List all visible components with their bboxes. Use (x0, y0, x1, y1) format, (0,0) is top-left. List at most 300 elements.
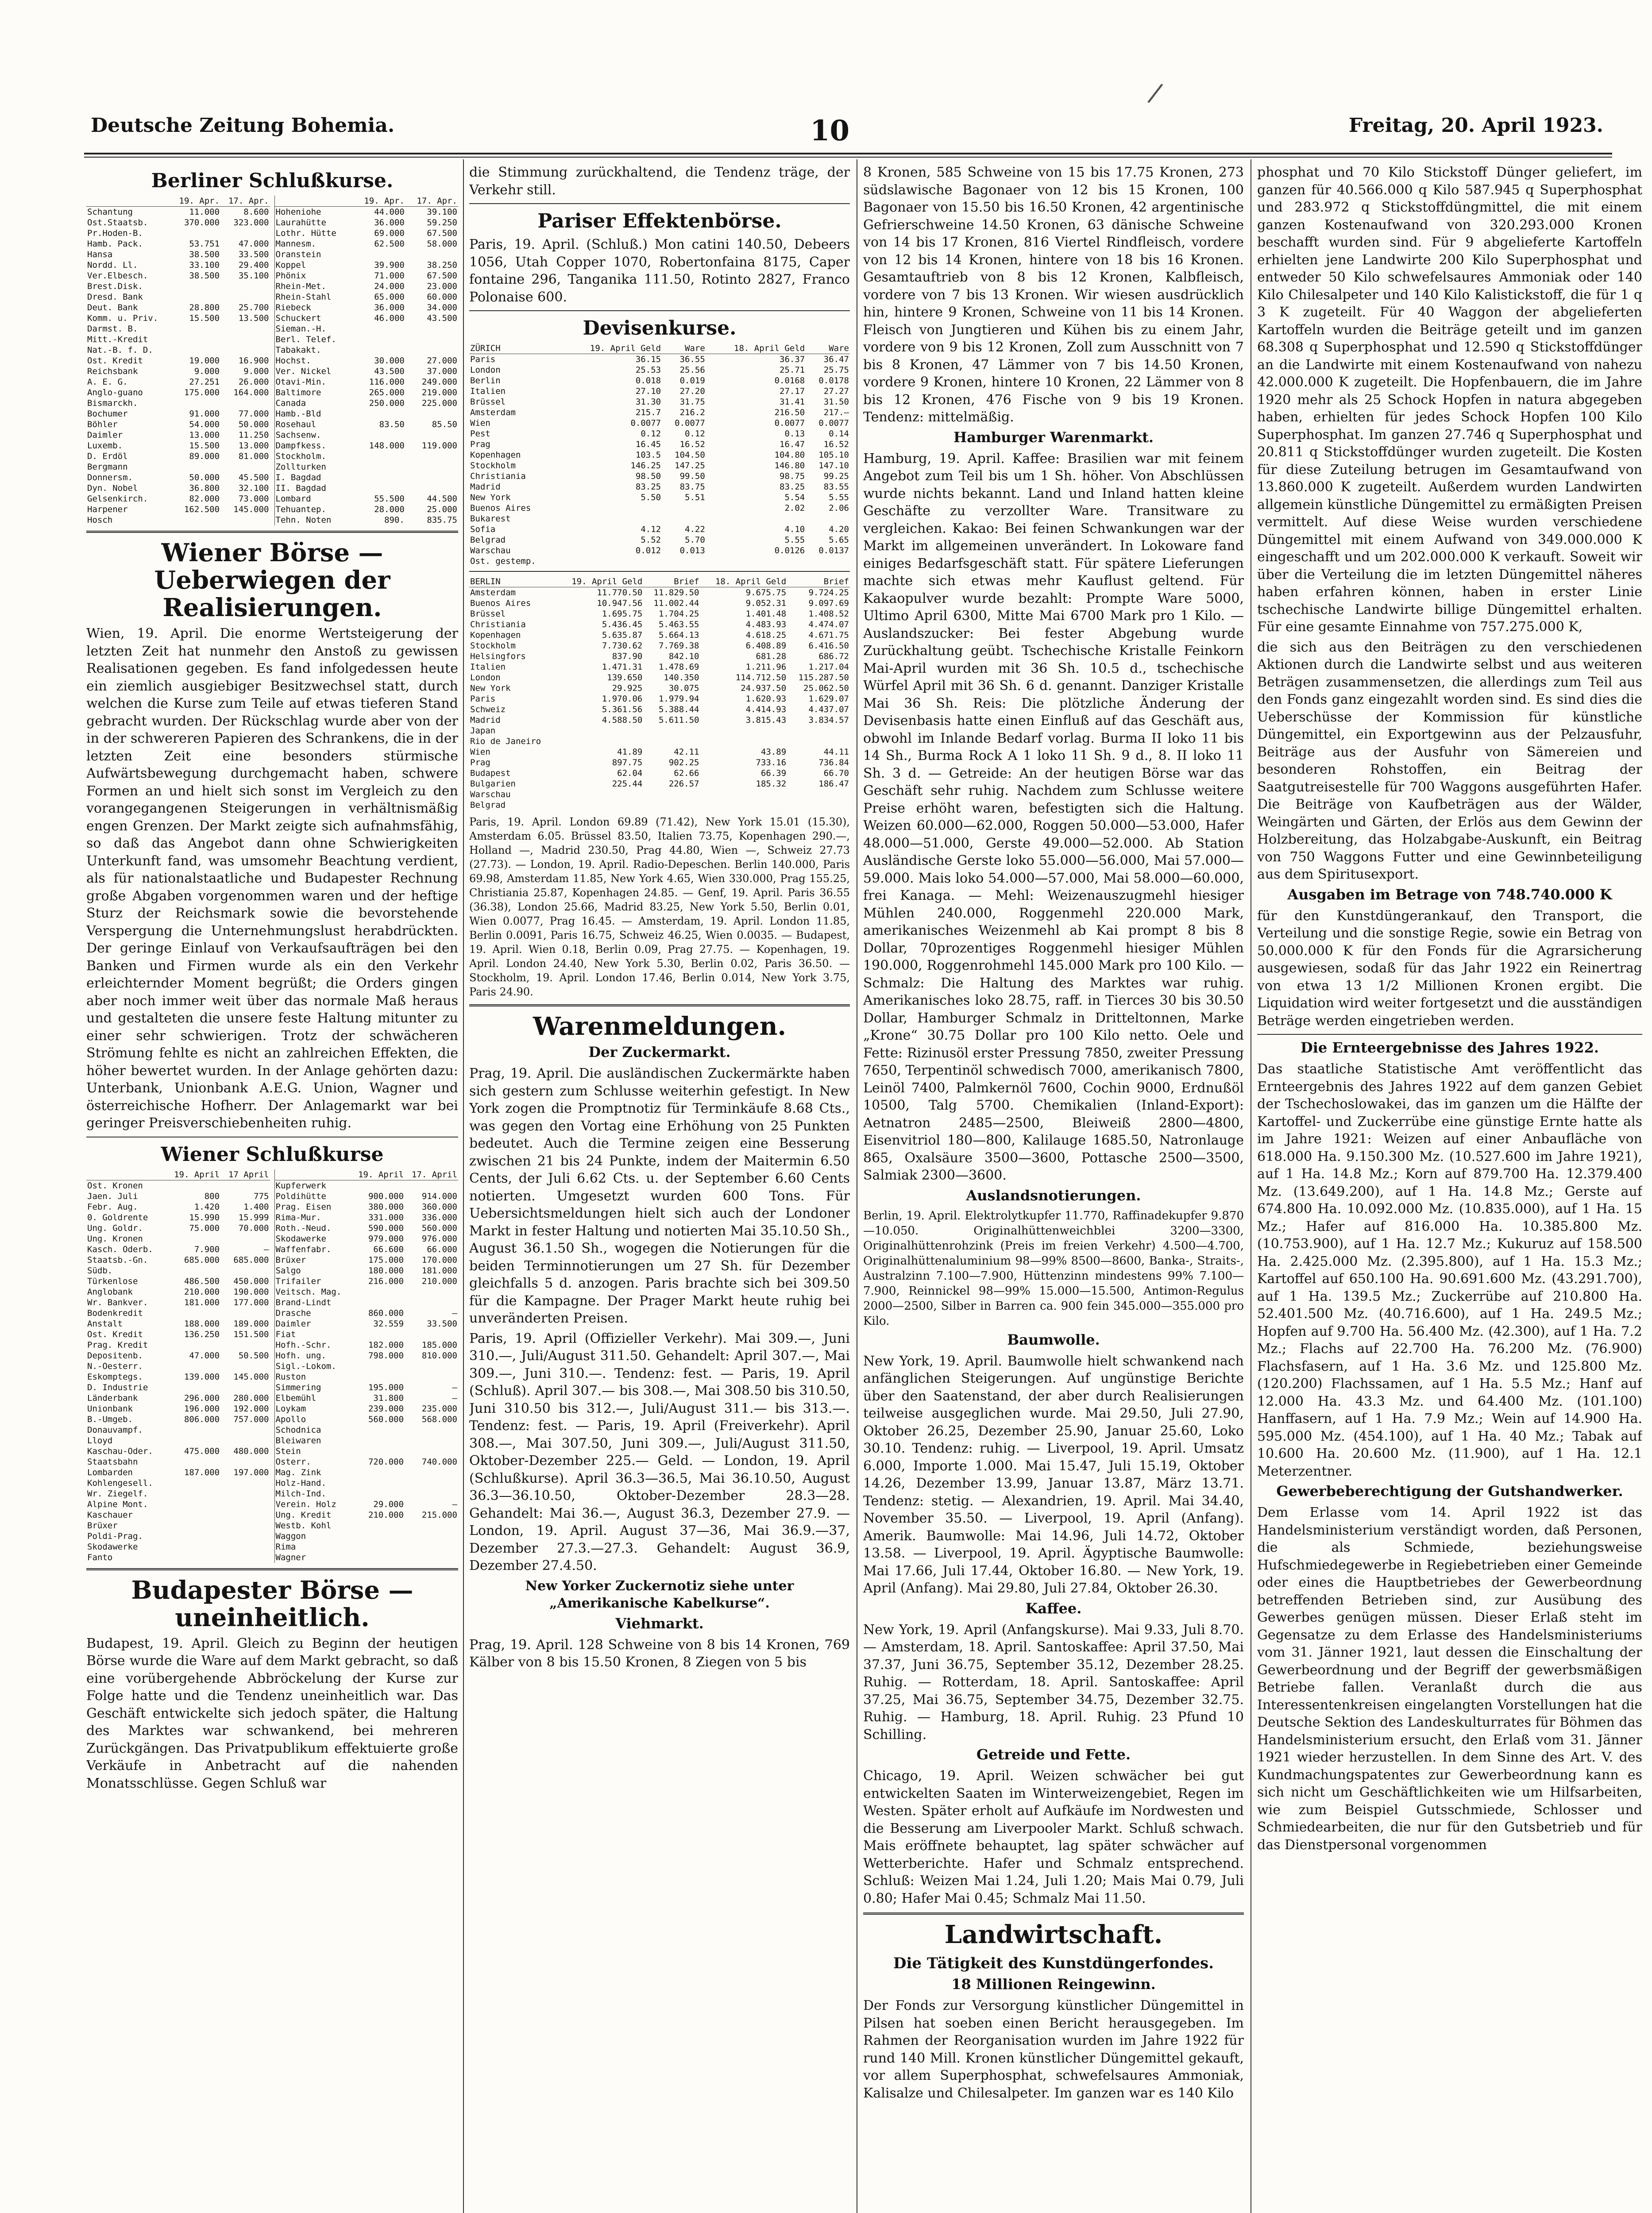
quote-value: 60.000 (427, 292, 457, 302)
quote-value (171, 345, 220, 355)
quote-row (275, 270, 459, 281)
quote-value: 33.500 (427, 1319, 457, 1329)
quote-value: 1.400 (243, 1202, 269, 1212)
quote-value: 1.704.25 (658, 609, 699, 619)
quote-value (405, 1297, 458, 1308)
quote-value (353, 249, 405, 260)
quote-value (405, 345, 458, 355)
table-header: ZÜRICH (469, 343, 562, 354)
quote-value (165, 1510, 220, 1520)
quote-name: Donauvampf. (87, 1425, 143, 1435)
section-title-waren: Warenmeldungen. (533, 1012, 786, 1041)
quote-name: Lombard (275, 494, 311, 504)
section-title-budapest: Budapester Börse — uneinheitlich. (131, 1575, 413, 1632)
quote-name: A. E. G. (87, 377, 128, 387)
quote-value: 25.700 (238, 303, 269, 312)
quote-value (405, 1467, 458, 1478)
quote-value: 24.000 (374, 281, 405, 291)
continued-text: die Stimmung zurückhaltend, die Tendenz träge, der Verkehr still. (469, 165, 850, 198)
quote-value (165, 1435, 220, 1446)
quote-value: 82.000 (189, 494, 220, 504)
quote-name: N.-Oesterr. (87, 1361, 143, 1371)
quote-value: 215.000 (421, 1510, 457, 1520)
quote-name: Prag (470, 758, 490, 767)
paris-report: Paris, 19. April. (Schluß.) Mon catini 140.50, Debeers 1056, Utah Copper 1070, Robertonfaina 8175, Caper fontaine 296, Tanganika 111.50, Rotinto 2827, Franco Polonaise 600. (469, 237, 850, 305)
quote-value (351, 1520, 405, 1531)
quote-value: 4.588.50 (602, 715, 643, 725)
quote-value: 32.100 (238, 483, 269, 493)
quote-value: 4.618.25 (745, 630, 787, 640)
quote-row (86, 1382, 270, 1393)
quote-name: Bismarckh. (87, 398, 138, 408)
quote-row (275, 1202, 459, 1212)
quote-row (275, 451, 459, 462)
kaffee-report: New York, 19. April (Anfangskurse). Mai 9.33, Juli 8.70. — Amsterdam, 18. April. Santoskaffee: April 37.50, Mai 37.37, Juni 36.75, September 35.12, Dezember 28.25. Ruhig. — Rotterdam, 18. April. Santoskaffee: April 37.25, Mai 36.75, September 34.75, Dezember 32.75. Ruhig. — Hamburg, 18. April. Ruhig. 23 Pfund 10 Schilling. (863, 1622, 1244, 1743)
quote-value: 104.50 (675, 450, 705, 460)
quote-value: 190.000 (233, 1287, 269, 1297)
quote-row (86, 462, 270, 472)
quote-row (275, 387, 459, 398)
quote-name: Rima (275, 1542, 296, 1552)
quote-row (275, 430, 459, 440)
quote-row (86, 345, 270, 355)
quote-value: 1.420 (194, 1202, 220, 1212)
quote-row (275, 281, 459, 292)
table-header: Ware (806, 343, 850, 354)
quote-value: 186.47 (818, 779, 849, 789)
quote-value: 50.500 (238, 1350, 269, 1361)
quote-value: 280.000 (233, 1393, 269, 1403)
quote-value (405, 1287, 458, 1297)
quote-name: Brand-Lindt (275, 1297, 332, 1307)
quote-value: 164.000 (233, 388, 269, 397)
quote-value: 36.37 (780, 355, 805, 364)
quote-value: 860.000 (368, 1308, 404, 1318)
quote-value: 85.50 (432, 420, 457, 429)
quote-value: 216.000 (368, 1276, 404, 1286)
quote-value: 360.000 (421, 1202, 457, 1212)
quote-value (405, 472, 458, 483)
quote-value (405, 451, 458, 462)
section-rule (86, 1568, 458, 1570)
quote-name: Skodawerke (275, 1234, 326, 1244)
quote-value (351, 1361, 405, 1372)
quote-row (275, 1244, 459, 1255)
quote-value: 27.20 (679, 386, 705, 396)
quote-value (351, 1467, 405, 1478)
quote-value: 44.11 (823, 747, 849, 757)
quote-value: 560.000 (368, 1414, 404, 1424)
rate-row (469, 672, 850, 683)
column-1 (86, 164, 458, 1795)
quote-value: 265.000 (369, 388, 405, 397)
quote-value: 2.06 (829, 503, 849, 513)
quote-value: 810.000 (421, 1350, 457, 1361)
quote-name: Rosehaul (275, 420, 317, 429)
quote-value (165, 1308, 220, 1319)
quote-name: Madrid (470, 715, 501, 725)
quote-value: 54.000 (189, 420, 220, 429)
quote-value: 979.000 (368, 1234, 404, 1244)
wiener-quotes (86, 1169, 458, 1563)
quote-value: 195.000 (368, 1382, 404, 1392)
quote-value: 5.635.87 (602, 630, 643, 640)
quote-value (405, 334, 458, 345)
quote-value: 5.463.55 (658, 620, 699, 629)
rate-row (469, 503, 850, 513)
quote-value: 15.500 (189, 313, 220, 323)
quote-value: 73.000 (238, 494, 269, 504)
section-title-berlin: Berliner Schlußkurse. (151, 170, 394, 192)
quote-value: 11.829.50 (653, 588, 699, 598)
quote-row (275, 334, 459, 345)
quote-name: Simmering (275, 1382, 321, 1392)
quote-row (86, 228, 270, 239)
quote-value (405, 1425, 458, 1435)
quote-value: 5.54 (784, 493, 805, 502)
quote-name: Holz-Hand. (275, 1478, 326, 1488)
quote-name: Dresd. Bank (87, 292, 143, 302)
zucker-report: Prag, 19. April. Die ausländischen Zuckermärkte haben sich gestern zum Schlusse weiterhin gefestigt. In New York zogen die Promptnotiz für Terminkäufe 8.68 Cts., was gegen den Vortag eine Erhöhung von 25 Punkten bedeutet. Auch die Termine zeigen eine Besserung zwischen 21 bis 24 Punkte, indem der Maitermin 6.50 Cents, der Juli 6.62 Cts. u. der September 6.60 Cents notierten. Umgesetzt wurden 600 Tons. Für Uebersichtsmeldungen hielt sich auch der Londoner Markt in fester Haltung und notierten Mai 35.10.50 Sh., August 36.1.50 Sh., wogegen die Notierungen für die beiden Terminnotierungen um 27 Sh. für Dezember gleichfalls 5 d. anzogen. Paris brachte sich bei 309.50 für die Kampagne. Der Prager Markt heute ruhig bei unveränderten Preisen. (469, 1066, 850, 1326)
quote-name: Südb. (87, 1265, 113, 1276)
quote-value: 0.0077 (774, 418, 805, 428)
gewerbe-report: Dem Erlasse vom 14. April 1922 ist das Handelsministerium verständigt worden, daß Personen, die als Schmiede, beziehungsweise Hufschmiedegewerbe in Regiebetrieben einer Gemeinde oder eines die Hauptbetriebes der Gewerbeordnung betreffenden Betrieben sind, zur Ausübung des Gewerbes genügen müssen. Dieser Erlaß steht im Gegensatze zu dem Erlasse des Handelsministeriums vom 31. Jänner 1921, laut dessen die Einschaltung der Gewerbeordnung und der Begriff der gewerbsmäßigen Betriebe fallen. Veranlaßt durch die aus Interessentenkreisen eingelangten Vorstellungen hat die Deutsche Sektion des Landeskulturrates für Böhmen das Handelsministerium ersucht, den Erlaß vom 31. Jänner 1921 wieder herzustellen. In dem Sinne des Art. V. des Kundmachungspatentes zur Gewerbeordnung kann es sich nicht um Geschäftlichkeiten wie um Hilfsarbeiten, wie zum Beispiel Gutsschmiede, Schlosser und Schmiedearbeiten, die nur für den Gutsbetrieb und für das Dienstpersonal vorgenommen (1257, 1505, 1642, 1853)
quote-value: 0.14 (829, 429, 849, 439)
quote-value (171, 228, 220, 239)
quote-row (86, 1234, 270, 1244)
table-header: 18. April Geld (700, 576, 787, 587)
quote-value (643, 736, 700, 747)
subtitle-hamburg: Hamburger Warenmarkt. (953, 428, 1154, 446)
page-number: 10 (810, 114, 850, 147)
quote-name: London (470, 365, 501, 375)
quote-row (86, 249, 270, 260)
quote-name: Dyn. Nobel (87, 483, 138, 493)
quote-name: Luxemb. (87, 441, 123, 451)
quote-value: 5.361.56 (602, 705, 643, 714)
quote-value: 757.000 (233, 1414, 269, 1424)
quote-row (275, 1223, 459, 1234)
quote-value: 5.55 (829, 493, 849, 502)
quote-name: Hamb.-Bld (275, 409, 321, 419)
quote-value: 62.04 (617, 768, 643, 778)
quote-value: 590.000 (368, 1223, 404, 1233)
quote-value: — (452, 1499, 457, 1509)
quote-row (275, 1255, 459, 1265)
quote-value: 0.013 (679, 546, 705, 555)
subtitle-ernte: Die Ernteergebnisse des Jahres 1922. (1301, 1039, 1599, 1056)
quote-value (220, 1499, 270, 1510)
quote-name: Paris (470, 694, 496, 704)
quote-value: 31.41 (780, 397, 805, 407)
quote-value: 27.251 (189, 377, 220, 387)
quote-value (562, 503, 662, 513)
quote-row (86, 398, 270, 409)
quote-value (700, 789, 787, 800)
quote-value (165, 1234, 220, 1244)
quote-row (86, 440, 270, 451)
quote-value: 370.000 (184, 218, 220, 227)
quote-value (171, 324, 220, 334)
quote-value: 114.712.50 (735, 673, 787, 682)
quote-value: 900.000 (368, 1191, 404, 1201)
quote-value: 486.500 (184, 1276, 220, 1286)
quote-value: — (452, 1382, 457, 1392)
quote-name: Brüxer (87, 1520, 118, 1531)
quote-value (405, 462, 458, 472)
quote-value: 187.000 (184, 1467, 220, 1477)
quote-row (86, 1542, 270, 1552)
quote-value: 681.28 (756, 652, 787, 661)
quote-value: 83.50 (379, 420, 405, 429)
quote-value (351, 1287, 405, 1297)
quote-name: Sieman.-H. (275, 324, 326, 334)
quote-value (171, 292, 220, 302)
quote-row (275, 239, 459, 249)
quote-name: Unionbank (87, 1403, 133, 1414)
devisen-notes: Paris, 19. April. London 69.89 (71.42), New York 15.01 (15.30), Amsterdam 6.05. Brüssel 83.50, Italien 73.75, Kopenhagen 290.—, Holland —, Madrid 230.50, Prag 44.80, Wien —, Schweiz 27.73 (27.73). — London, 19. April. Radio-Depeschen. Berlin 140.000, Paris 69.98, Amsterdam 11.85, New York 4.65, Wien 330.000, Prag 155.25, Christiania 25.87, Kopenhagen 24.85. — Genf, 19. April. Paris 36.55 (36.38), London 25.66, Madrid 83.25, New York 5.50, Berlin 0.01, Wien 0.0077, Prag 16.45. — Amsterdam, 19. April. London 11.85, Berlin 0.0091, Paris 16.75, Schweiz 46.25, Wien 0.0035. — Budapest, 19. April. Wien 0.18, Berlin 0.09, Prag 27.75. — Kopenhagen, 19. April. London 24.40, New York 5.30, Berlin 0.02, Paris 36.50. — Stockholm, 19. April. London 17.46, Berlin 0.014, New York 3.75, Paris 24.90. (469, 816, 850, 998)
quote-row (86, 324, 270, 334)
quote-value: 7.730.62 (602, 641, 643, 651)
quote-name: Ung. Kronen (87, 1234, 143, 1244)
quote-value: 11.250 (238, 430, 269, 440)
quote-name: Daimler (87, 430, 123, 440)
quote-value (220, 1340, 270, 1350)
quote-value: 39.100 (427, 207, 457, 217)
quote-value: 9.000 (243, 366, 269, 376)
quote-value: 36.55 (679, 355, 705, 364)
quote-name: Osterr. (275, 1457, 311, 1467)
quote-value: 36.000 (374, 303, 405, 312)
quote-value: 25.53 (635, 365, 661, 375)
quote-row (275, 1212, 459, 1223)
quote-value: 775 (254, 1191, 269, 1201)
quote-value (165, 1265, 220, 1276)
quote-row (275, 1265, 459, 1276)
quote-value: 225.44 (612, 779, 643, 789)
quote-value: 15.990 (189, 1212, 220, 1222)
quote-value: 30.075 (668, 683, 699, 693)
quote-row (86, 1488, 270, 1499)
quote-row (86, 1350, 270, 1361)
quote-name: Rhein-Stahl (275, 292, 332, 302)
quote-value: 27.10 (635, 386, 661, 396)
quote-name: Laurahütte (275, 218, 326, 227)
quote-value (351, 1180, 405, 1191)
quote-name: Hofh.-Schr. (275, 1340, 332, 1350)
quote-value: 13.500 (238, 313, 269, 323)
quote-name: Skodawerke (87, 1542, 138, 1552)
quote-value (787, 725, 850, 736)
quote-value (353, 345, 405, 355)
quote-value: 35.100 (238, 271, 269, 281)
rate-row (469, 524, 850, 535)
quote-name: Lloyd (87, 1435, 113, 1446)
quote-row (275, 440, 459, 451)
quote-value (405, 1446, 458, 1457)
quote-row (275, 313, 459, 324)
quote-value (787, 800, 850, 810)
subtitle-baumwolle: Baumwolle. (1007, 1331, 1100, 1348)
quote-name: Bulgarien (470, 779, 516, 789)
quote-name: Kaschauer (87, 1510, 133, 1520)
rate-row (469, 757, 850, 768)
quote-value: 0.019 (679, 376, 705, 386)
quote-value: 216.50 (774, 408, 805, 417)
rate-row (469, 662, 850, 672)
quote-name: Ost.Staatsb. (87, 218, 148, 227)
quote-row (275, 1457, 459, 1467)
quote-value: 686.72 (818, 652, 849, 661)
quote-value: 50.000 (238, 420, 269, 429)
quote-value: 25.062.50 (803, 683, 849, 693)
quote-value: 210.000 (368, 1510, 404, 1520)
quote-row (86, 1414, 270, 1425)
quote-value: 170.000 (421, 1255, 457, 1265)
quote-value: 239.000 (368, 1403, 404, 1414)
quote-value (165, 1531, 220, 1542)
quote-value (165, 1340, 220, 1350)
quote-value: 226.57 (668, 779, 699, 789)
quote-value: 8.600 (243, 207, 269, 217)
quote-value: 28.800 (189, 303, 220, 312)
quote-value (405, 1180, 458, 1191)
quote-value: 380.000 (368, 1202, 404, 1212)
wiener-quotes-table-left (86, 1169, 270, 1563)
berlin-quotes-table-left (86, 196, 270, 525)
quote-name: Kasch. Oderb. (87, 1244, 153, 1254)
quote-row (275, 345, 459, 355)
quote-value: 0.018 (635, 376, 661, 386)
quote-value (220, 1308, 270, 1319)
quote-name: Pest (470, 429, 490, 439)
quote-row (275, 1488, 459, 1499)
quote-row (275, 493, 459, 504)
quote-value: 23.000 (427, 281, 457, 291)
quote-value: 148.000 (369, 441, 405, 451)
quote-value (220, 1382, 270, 1393)
quote-value: 1.401.48 (745, 609, 787, 619)
rate-row (469, 683, 850, 694)
quote-name: Daimler (275, 1319, 311, 1329)
quote-row (275, 355, 459, 366)
quote-value: 4.20 (829, 524, 849, 534)
quote-name: B.-Umgeb. (87, 1414, 133, 1424)
quote-value: 16.47 (780, 440, 805, 449)
quote-row (275, 1393, 459, 1403)
rate-row (469, 418, 850, 428)
section-title-landwirtschaft: Landwirtschaft. (944, 1920, 1163, 1949)
continued-text: phosphat und 70 Kilo Stickstoff Dünger geliefert, im ganzen für 40.566.000 q Kilo 587.945 q Superphosphat und 283.972 q Stickstoffdüngmittel, die mit einem ganzen Kostenaufwand von 320.293.000 Kronen beschafft wurden sind. Für 9 abgelieferte Kartoffeln erhielten jene Landwirte 200 Kilo Superphosphat und entweder 50 Kilo schwefelsaures Ammoniak oder 140 Kilo Chilesalpeter und 140 Kilo Kalistickstoff, die für 1 q 3 K zugeteilt. Für 40 Waggon der abgelieferten Kartoffeln wurden die Beiträge geteilt und im ganzen 68.308 q Superphosphat und 12.590 q Stickstoffdünger an die Landwirte mit einem Kostenaufwand von nahezu 42.000.000 K zugeteilt. Die Hopfenbauern, die im Jahre 1920 mehr als 25 Schock Hopfen in natura abgegeben haben, erhielten für jedes Schock Hopfen 100 Kilo Superphosphat. Im ganzen 27.746 q Superphosphat und 20.811 q Stickstoffdünger wurden zugeteilt. Die Kosten für diese Zuteilung betrugen im Gesamtaufwand von 13.860.000 K zugeteilt. Außerdem wurden Landwirten allgemein künstliche Düngemittel zu ermäßigten Preisen vermittelt. Auf diese Weise wurden verschiedene Düngemittel mit einem Aufwand von 349.000.000 K eingeschafft und um 202.000.000 K verkauft. Soweit wir über die Verteilung die im letzten Düngemittel näheres haben erfahren können, haben in erster Linie tschechische Landwirte billige Düngemittel erhalten. Für eine gesamte Einnahme von 757.275.000 K, (1257, 165, 1642, 635)
quote-value (643, 789, 700, 800)
quote-name: Wr. Ziegelf. (87, 1488, 148, 1499)
quote-value (165, 1488, 220, 1499)
quote-value (220, 1180, 270, 1191)
quote-value: — (264, 1244, 269, 1254)
quote-row (86, 483, 270, 493)
quote-value: 146.25 (630, 461, 661, 470)
quote-value: 2.02 (784, 503, 805, 513)
quote-value: 38.250 (427, 260, 457, 270)
table-rule (469, 571, 850, 572)
section-rule (86, 531, 458, 533)
quote-value: 38.500 (189, 271, 220, 281)
quote-value: 39.900 (374, 260, 405, 270)
quote-row (86, 292, 270, 302)
quote-value (353, 462, 405, 472)
quote-value: 43.89 (760, 747, 787, 757)
rate-row (469, 704, 850, 715)
quote-name: Stockholm (470, 461, 516, 470)
rate-row (469, 407, 850, 418)
quote-value: 31.800 (373, 1393, 404, 1403)
quote-value: 43.500 (427, 313, 457, 323)
quote-name: Madrid (470, 482, 501, 492)
table-header: Brief (787, 576, 850, 587)
quote-value: 115.287.50 (798, 673, 849, 682)
quote-name: Stockholm (470, 641, 516, 651)
date-header: 19. April (165, 1169, 220, 1180)
column-3 (863, 164, 1244, 2105)
quote-value: 33.500 (238, 250, 269, 259)
quote-value: 36.000 (374, 218, 405, 227)
quote-name: Wr. Bankver. (87, 1297, 148, 1307)
quote-row (275, 515, 459, 525)
rate-row (469, 450, 850, 460)
quote-value: 835.75 (427, 515, 457, 525)
quote-value: 9.052.31 (745, 598, 787, 608)
quote-row (275, 1542, 459, 1552)
quote-row (86, 1223, 270, 1234)
quote-value: 806.000 (184, 1414, 220, 1424)
quote-name: Bodenkredit (87, 1308, 143, 1318)
quote-value: 16.900 (238, 356, 269, 366)
quote-name: Berlin (470, 376, 501, 386)
quote-value (405, 1361, 458, 1372)
quote-value: 225.000 (421, 398, 457, 408)
quote-value: 27.27 (823, 386, 849, 396)
quote-value: 733.16 (756, 758, 787, 767)
hamburg-report: Hamburg, 19. April. Kaffee: Brasilien war mit feinem Angebot zum Teil bis um 1 Sh. höher. Von Abschlüssen wurde nichts bekannt. Land und Inland hatten kleine Geschäfte zu verzollter Ware. Transitware zu vergleichen. Kakao: Bei feinen Schwankungen war der Markt im allgemeinen unverändert. In Lokoware fand einiges Bedarfsgeschäft statt. Für spätere Lieferungen machte sich etwas mehr Kauflust geltend. Für Kakaopulver wurde bezahlt: Prompte Ware 5000, Ultimo April 6300, Mitte Mai 6700 Mark pro 1 Kilo. — Auslandszucker: Bei fester Abgebung wurde Zurückhaltung geübt. Tschechische Kristalle Feinkorn Mai-April wurden mit 36 Sh. 10.5 d., tschechische Würfel April mit 36 Sh. 6 d. genannt. Danziger Kristalle Mai 36 Sh. Reis: Die plötzliche Änderung der Devisenbasis hatte einen Einfluß auf das Geschäft aus, obwohl im Inlande Bedarf vorlag. Burma II loko 11 bis 14 Sh., Burma Rock A 1 loko 11 Sh. 9 d., 8. II loko 11 Sh. 3 d. — Getreide: An der heutigen Börse war das Geschäft sehr ruhig. Nachdem zum Schlusse weitere Preise erhöht waren, befestigten sich die Haltung. Weizen 60.000—62.000, Roggen 50.000—53.000, Hafer 48.000—51.000, Gerste 49.000—52.000. Ab Station Ausländische Gerste loko 55.000—56.000, Mai 57.000—59.000. Mais loko 54.000—57.000, Mai 58.000—60.000, frei Kanaga. — Mehl: Weizenauszugmehl hiesiger Mühlen 240.000, Roggenmehl 220.000 Mark, amerikanisches Weizenmehl ab Kai prompt 8 bis 8 Dollar, 70prozentiges Roggenmehl hiesiger Mühlen 190.000, Roggenrohmehl 145.000 Mark pro 100 Kilo. — Schmalz: Die Haltung des Marktes war ruhig. Amerikanisches loko 28.75, raff. in Tierces 30 bis 30.50 Dollar, Hamburger Schmalz in Dritteltonnen, Marke „Krone“ 30.75 Dollar pro 100 Kilo netto. Oele und Fette: Rizinusöl erster Pressung 7850, zweiter Pressung 7650, Terpentinöl schwedisch 7000, amerikanisch 7800, Leinöl 7400, Palmkernöl 7600, Cochin 9000, Erdnußöl 10500, Talg 5700. Chemikalien (Inland-Export): Aetnatron 2485—2500, Bleiweiß 2800—4800, Eisenvitriol 180—800, Kalilauge 1685.50, Natronlauge 865, Oxalsäure 3500—3600, Pottasche 2500—3500, Salmiak 2300—3600. (863, 451, 1244, 1183)
quote-name: Hofh. ung. (275, 1350, 326, 1361)
quote-name: D. Erdöl (87, 451, 128, 461)
quote-value: 215.7 (635, 408, 661, 417)
quote-name: London (470, 673, 501, 682)
quote-value: 185.000 (421, 1340, 457, 1350)
quote-row (275, 409, 459, 419)
quote-value: 139.000 (184, 1372, 220, 1382)
quote-row (86, 1393, 270, 1403)
quote-value: 36.15 (635, 355, 661, 364)
quote-value (351, 1542, 405, 1552)
quote-value (562, 556, 662, 567)
quote-value: 210.000 (184, 1287, 220, 1297)
quote-row (86, 281, 270, 292)
quote-value: 5.51 (685, 493, 705, 502)
quote-value: 1.408.52 (808, 609, 849, 619)
quote-name: Italien (470, 386, 506, 396)
quote-row (275, 1319, 459, 1329)
quote-row (86, 387, 270, 398)
quote-value (562, 513, 662, 524)
quote-value: 59.250 (427, 218, 457, 227)
quote-value: 842.10 (668, 652, 699, 661)
quote-value (165, 1457, 220, 1467)
quote-value: 71.000 (374, 271, 405, 281)
quote-value (171, 398, 220, 409)
berlin-quotes (86, 196, 458, 525)
table-header: 19. April Geld (556, 576, 644, 587)
